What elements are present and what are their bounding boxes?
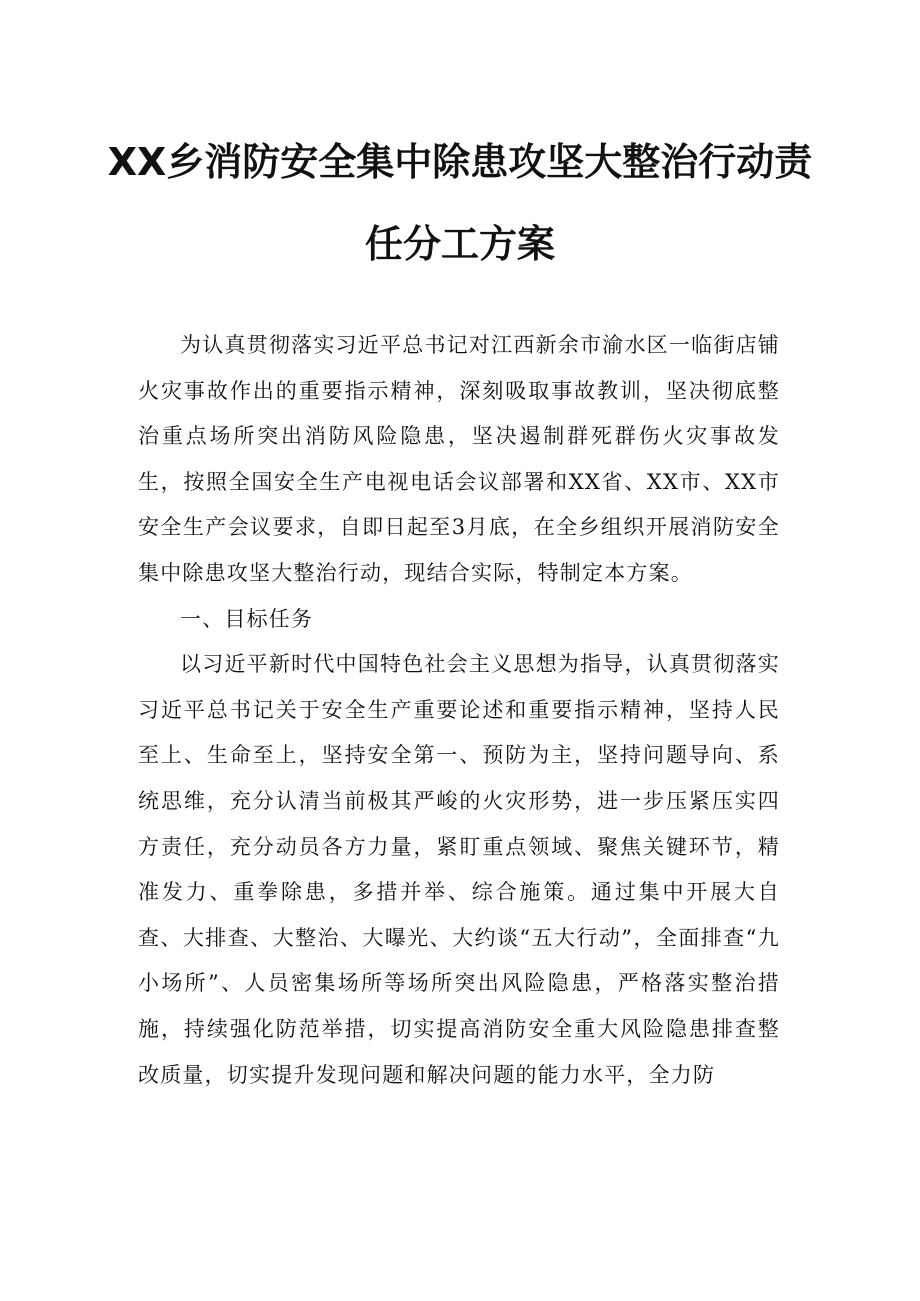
document-title-line-1: XX乡消防安全集中除患攻坚大整治行动责 [107,140,813,184]
section-heading-targets: 一、目标任务 [180,606,314,631]
document-body [138,323,780,1098]
document-title-line-2: 任分工方案 [364,222,555,266]
intro-paragraph: 为认真贯彻落实习近平总书记对江西新余市渝水区一临街店铺火灾事故作出的重要指示精神，深刻吸取事故教训，坚决彻底整治重点场所突出消防风险隐患，坚决遏制群死群伤火灾事故发生，按照全国安全生产电视电话会议部署和XX省、XX市、XX市安全生产会议要求，自即日起至3月底，在全乡组织开展消防安全集中除患攻坚大整治行动，现结合实际，特制定本方案。 [138,333,780,585]
targets-paragraph: 以习近平新时代中国特色社会主义思想为指导，认真贯彻落实习近平总书记关于安全生产重要论述和重要指示精神，坚持人民至上、生命至上，坚持安全第一、预防为主，坚持问题导向、系统思维，充分认清当前极其严峻的火灾形势，进一步压紧压实四方责任，充分动员各方力量，紧盯重点领域、聚焦关键环节，精准发力、重拳除患，多措并举、综合施策。通过集中开展大自查、大排查、大整治、大曝光、大约谈“五大行动”，全面排查“九小场所”、人员密集场所等场所突出风险隐患，严格落实整治措施，持续强化防范举措，切实提高消防安全重大风险隐患排查整改质量，切实提升发现问题和解决问题的能力水平，全力防 [138,652,780,1087]
